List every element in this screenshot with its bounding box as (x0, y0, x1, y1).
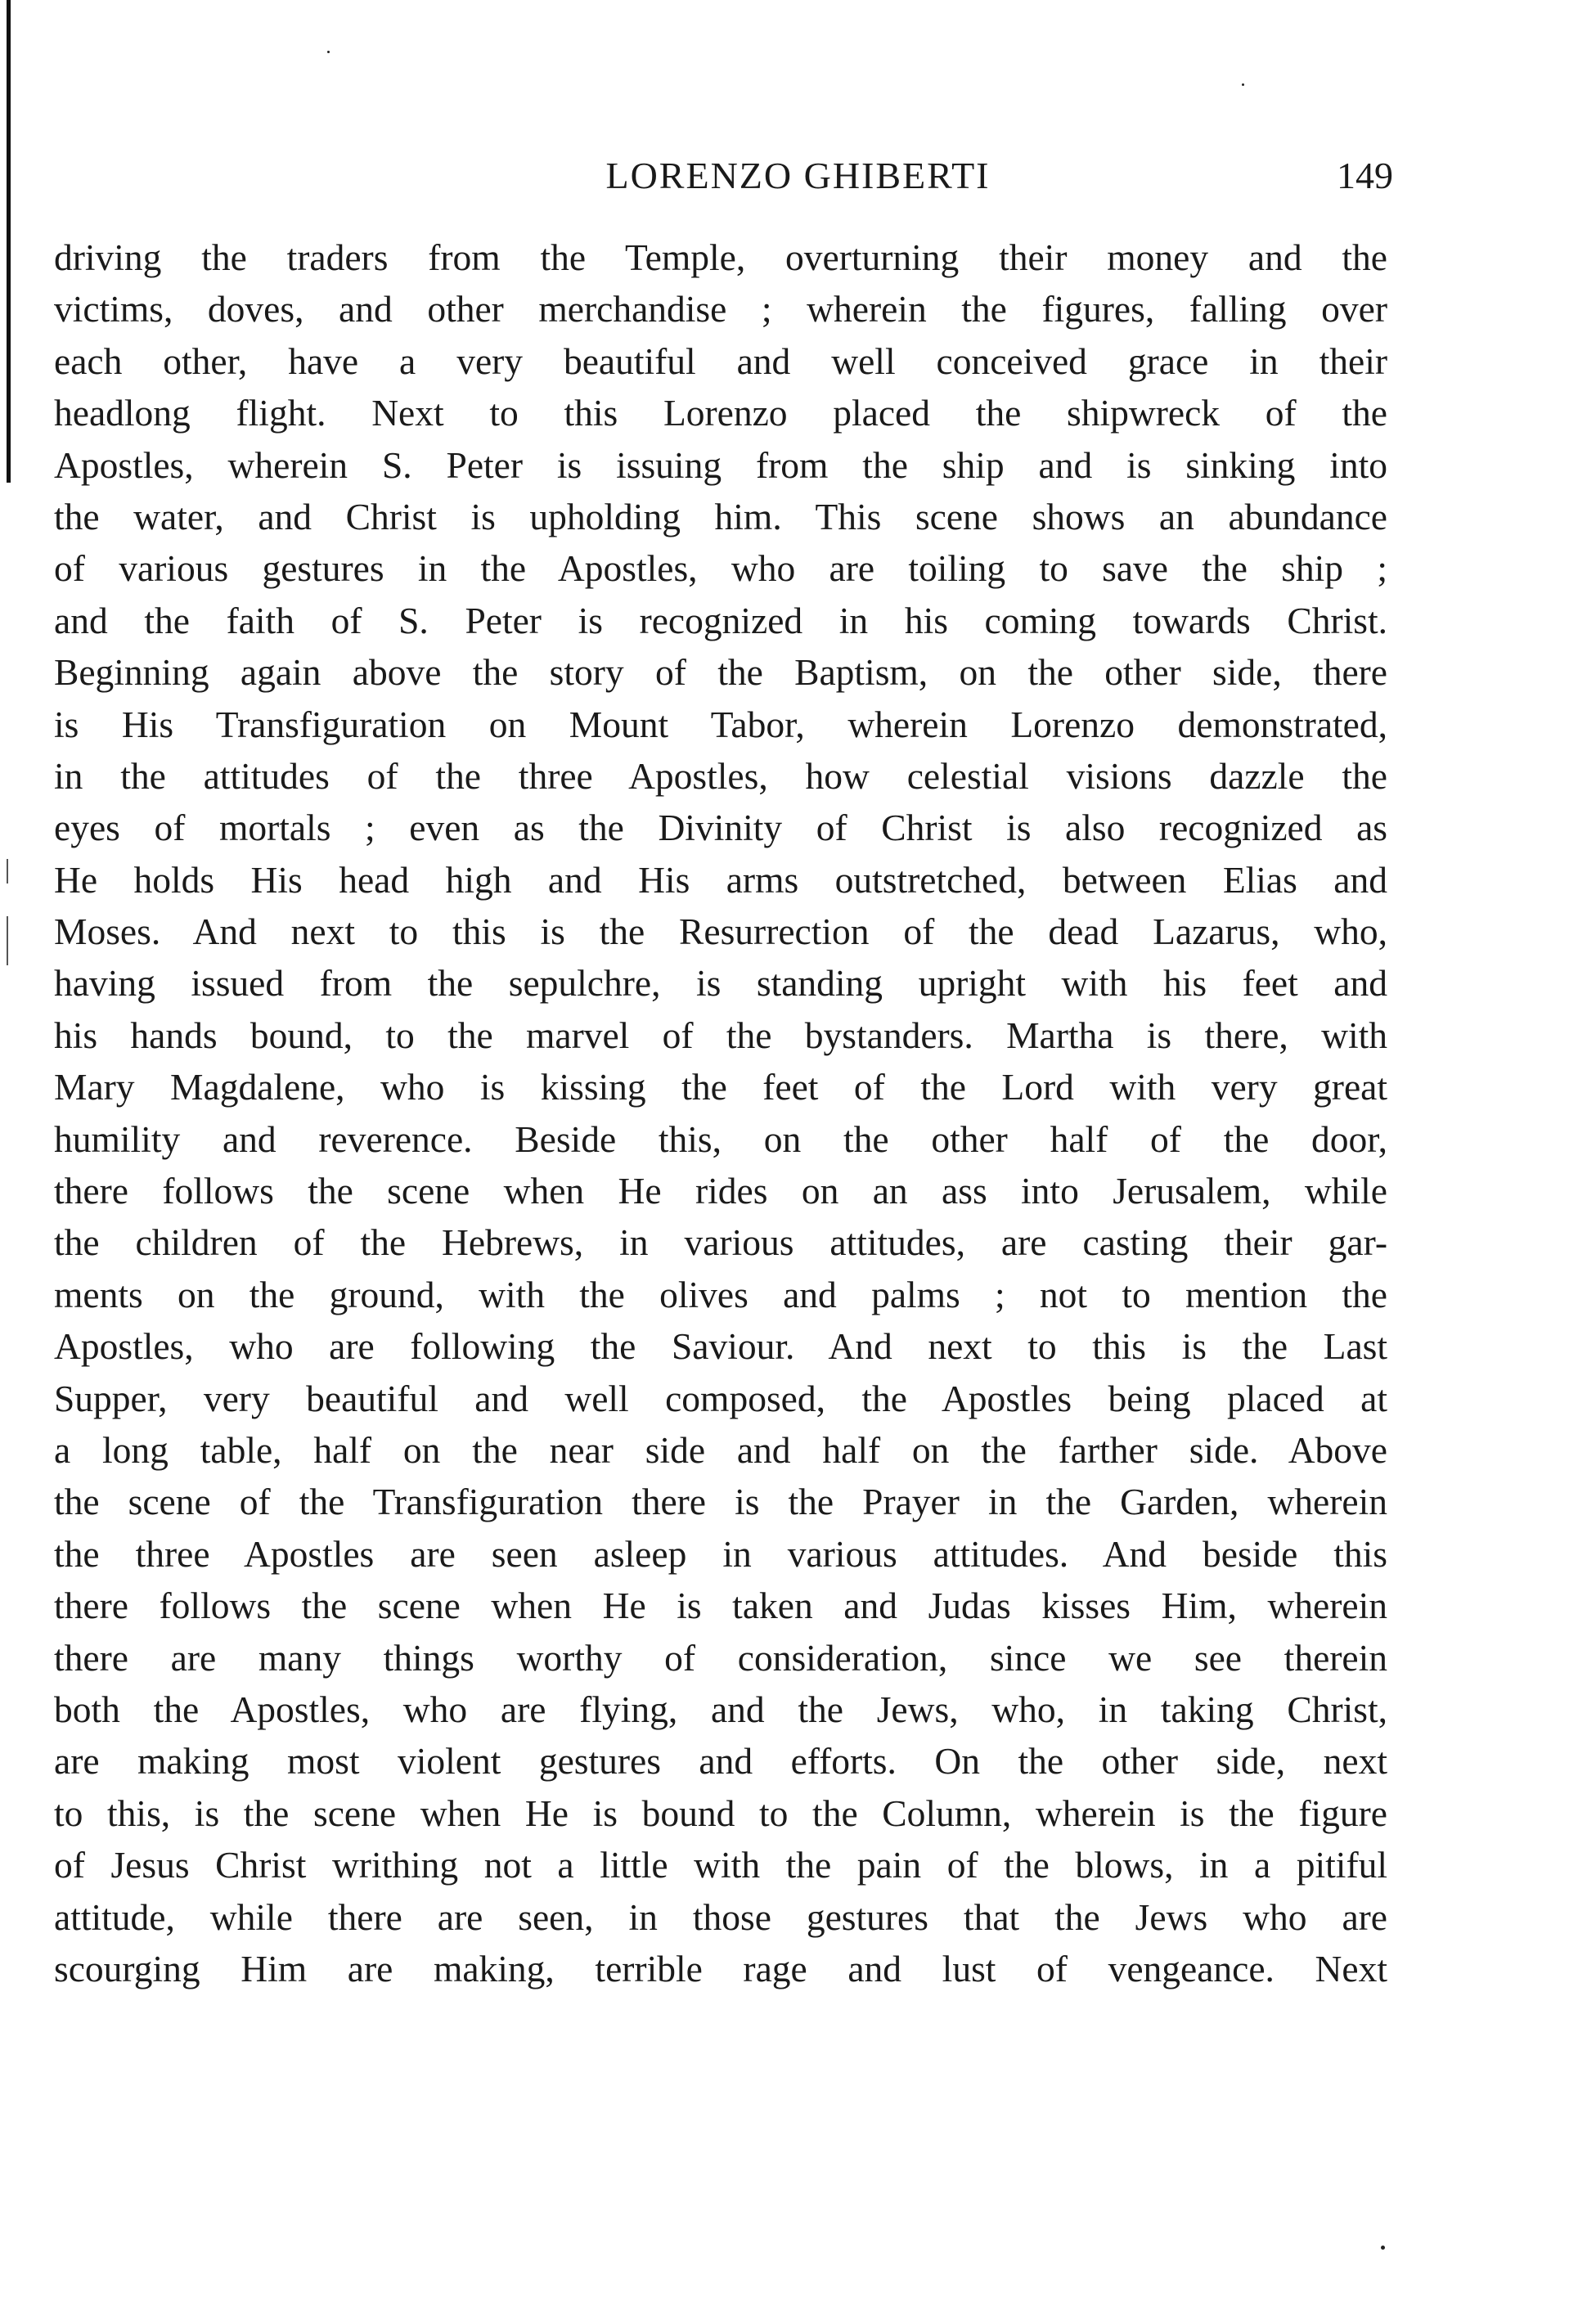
page-edge-mark (7, 859, 8, 883)
page-number: 149 (1337, 155, 1393, 196)
text-line: each other, have a very beautiful and well conceived grace in their (54, 339, 1387, 382)
text-line: a long table, half on the near side and half on the farther side. Above (54, 1428, 1387, 1471)
text-line: there follows the scene when He rides on an ass into Jerusalem, while (54, 1170, 1387, 1212)
body-text (54, 232, 1387, 1994)
text-line: scourging Him are making, terrible rage and lust of vengeance. Next (54, 1947, 1387, 1990)
text-line: is His Transfiguration on Mount Tabor, wherein Lorenzo demonstrated, (54, 703, 1387, 745)
text-line: He holds His head high and His arms outstretched, between Elias and (54, 858, 1387, 901)
text-line: Apostles, wherein S. Peter is issuing from the ship and is sinking into (54, 443, 1387, 486)
text-line: Mary Magdalene, who is kissing the feet of the Lord with very great (54, 1066, 1387, 1108)
text-line: and the faith of S. Peter is recognized in his coming towards Christ. (54, 599, 1387, 641)
text-line: are making most violent gestures and efforts. On the other side, next (54, 1740, 1387, 1783)
text-line: the children of the Hebrews, in various attitudes, are casting their gar- (54, 1221, 1387, 1264)
text-line: driving the traders from the Temple, overturning their money and the (54, 236, 1387, 278)
text-line: to this, is the scene when He is bound to the Column, wherein is the figure (54, 1792, 1387, 1834)
dust-speck (1242, 83, 1244, 86)
text-line: his hands bound, to the marvel of the bystanders. Martha is there, with (54, 1014, 1387, 1056)
text-line: the scene of the Transfiguration there is the Prayer in the Garden, wherein (54, 1481, 1387, 1523)
dust-speck (327, 51, 330, 53)
running-title: LORENZO GHIBERTI (605, 155, 991, 196)
text-line: of various gestures in the Apostles, who are toiling to save the ship ; (54, 547, 1387, 590)
text-line: in the attitudes of the three Apostles, how celestial visions dazzle the (54, 754, 1387, 797)
page-edge-mark (7, 916, 8, 965)
text-line: the water, and Christ is upholding him. This scene shows an abundance (54, 495, 1387, 537)
text-line: eyes of mortals ; even as the Divinity of Christ is also recognized as (54, 807, 1387, 849)
text-line: attitude, while there are seen, in those gestures that the Jews who are (54, 1895, 1387, 1938)
text-line: both the Apostles, who are flying, and the Jews, who, in taking Christ, (54, 1688, 1387, 1730)
text-line: humility and reverence. Beside this, on the other half of the door, (54, 1117, 1387, 1160)
text-line: victims, doves, and other merchandise ; wherein the figures, falling over (54, 288, 1387, 330)
text-line: Supper, very beautiful and well composed, the Apostles being placed at (54, 1377, 1387, 1419)
page-header (0, 154, 1596, 203)
text-line: Apostles, who are following the Saviour. And next to this is the Last (54, 1325, 1387, 1368)
text-line: of Jesus Christ writhing not a little with the pain of the blows, in a pitiful (54, 1844, 1387, 1886)
page-edge-shadow (7, 0, 11, 483)
text-line: having issued from the sepulchre, is standing upright with his feet and (54, 962, 1387, 1005)
text-line: Beginning again above the story of the Baptism, on the other side, there (54, 651, 1387, 694)
text-line: Moses. And next to this is the Resurrection of the dead Lazarus, who, (54, 910, 1387, 953)
text-line: ments on the ground, with the olives and palms ; not to mention the (54, 1273, 1387, 1315)
text-line: there follows the scene when He is taken and Judas kisses Him, wherein (54, 1585, 1387, 1627)
text-line: headlong flight. Next to this Lorenzo placed the shipwreck of the (54, 392, 1387, 434)
text-line: there are many things worthy of consideration, since we see therein (54, 1636, 1387, 1679)
dust-speck (1381, 2246, 1385, 2250)
text-line: the three Apostles are seen asleep in various attitudes. And beside this (54, 1532, 1387, 1575)
